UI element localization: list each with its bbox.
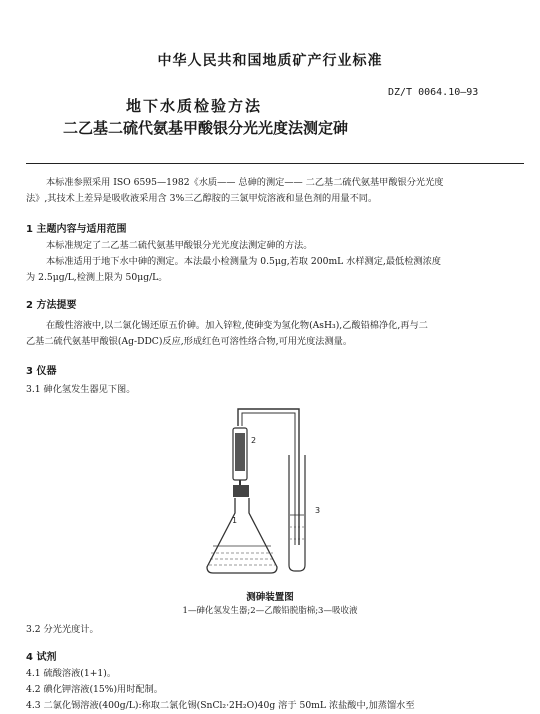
intro-line1: 本标准参照采用 ISO 6595—1982《水质—— 总砷的测定—— 二乙基二硫代氨基甲酸银分光光度 [46, 177, 444, 188]
figure-legend: 1—砷化氢发生器;2—乙酸铅脱脂棉;3—吸收液 [182, 606, 358, 616]
section2-heading: 2 方法提要 [26, 300, 77, 311]
section4-item1: 4.1 硫酸溶液(1+1)。 [26, 668, 117, 679]
section1-heading: 1 主题内容与适用范围 [26, 224, 127, 235]
document-title-line1: 地下水质检验方法 [126, 97, 263, 115]
section2-line2: 乙基二硫代氨基甲酸银(Ag-DDC)反应,形成红色可溶性络合物,可用光度法测量。 [26, 336, 353, 347]
section4-heading: 4 试剂 [26, 652, 57, 663]
arsine-generator-flask [207, 498, 277, 573]
document-title-line2: 二乙基二硫代氨基甲酸银分光光度法测定砷 [63, 119, 349, 137]
section1-line3: 为 2.5μg/L,检测上限为 50μg/L。 [26, 272, 168, 283]
section1-line1: 本标准规定了二乙基二硫代氨基甲酸银分光光度法测定砷的方法。 [46, 240, 313, 251]
section2-line1: 在酸性溶液中,以二氯化锡还原五价砷。加入锌粒,使砷变为氢化物(AsH₃),乙酸铅棉净化,再与二 [46, 320, 428, 331]
absorption-tube [289, 455, 305, 571]
section1-line2: 本标准适用于地下水中砷的测定。本法最小检测量为 0.5μg,若取 200mL 水样测定,最低检测浓度 [46, 256, 441, 267]
issuing-organization: 中华人民共和国地质矿产行业标准 [157, 53, 383, 69]
section3-item2: 3.2 分光光度计。 [26, 624, 99, 635]
flask-stopper [233, 485, 249, 497]
figure-caption: 测砷装置图 [246, 592, 294, 603]
arsine-apparatus-diagram [195, 395, 355, 587]
title-divider [26, 163, 524, 164]
diagram-label-3: 3 [315, 506, 321, 515]
section4-item2: 4.2 碘化钾溶液(15%)用时配制。 [26, 684, 163, 695]
lead-acetate-cotton [235, 433, 245, 471]
diagram-label-2: 2 [251, 436, 257, 445]
section3-item1: 3.1 砷化氢发生器见下图。 [26, 384, 136, 395]
section4-item3: 4.3 二氯化锡溶液(400g/L):称取二氯化锡(SnCl₂·2H₂O)40g 溶于 50mL 浓盐酸中,加蒸馏水至 [26, 700, 415, 711]
diagram-label-1: 1 [232, 516, 238, 525]
section3-heading: 3 仪器 [26, 366, 57, 377]
intro-line2: 法》,其技术上差异是吸收液采用含 3%三乙醇胺的三氯甲烷溶液和显色剂的用量不同。 [26, 193, 378, 204]
standard-code: DZ/T 0064.10—93 [388, 87, 479, 98]
